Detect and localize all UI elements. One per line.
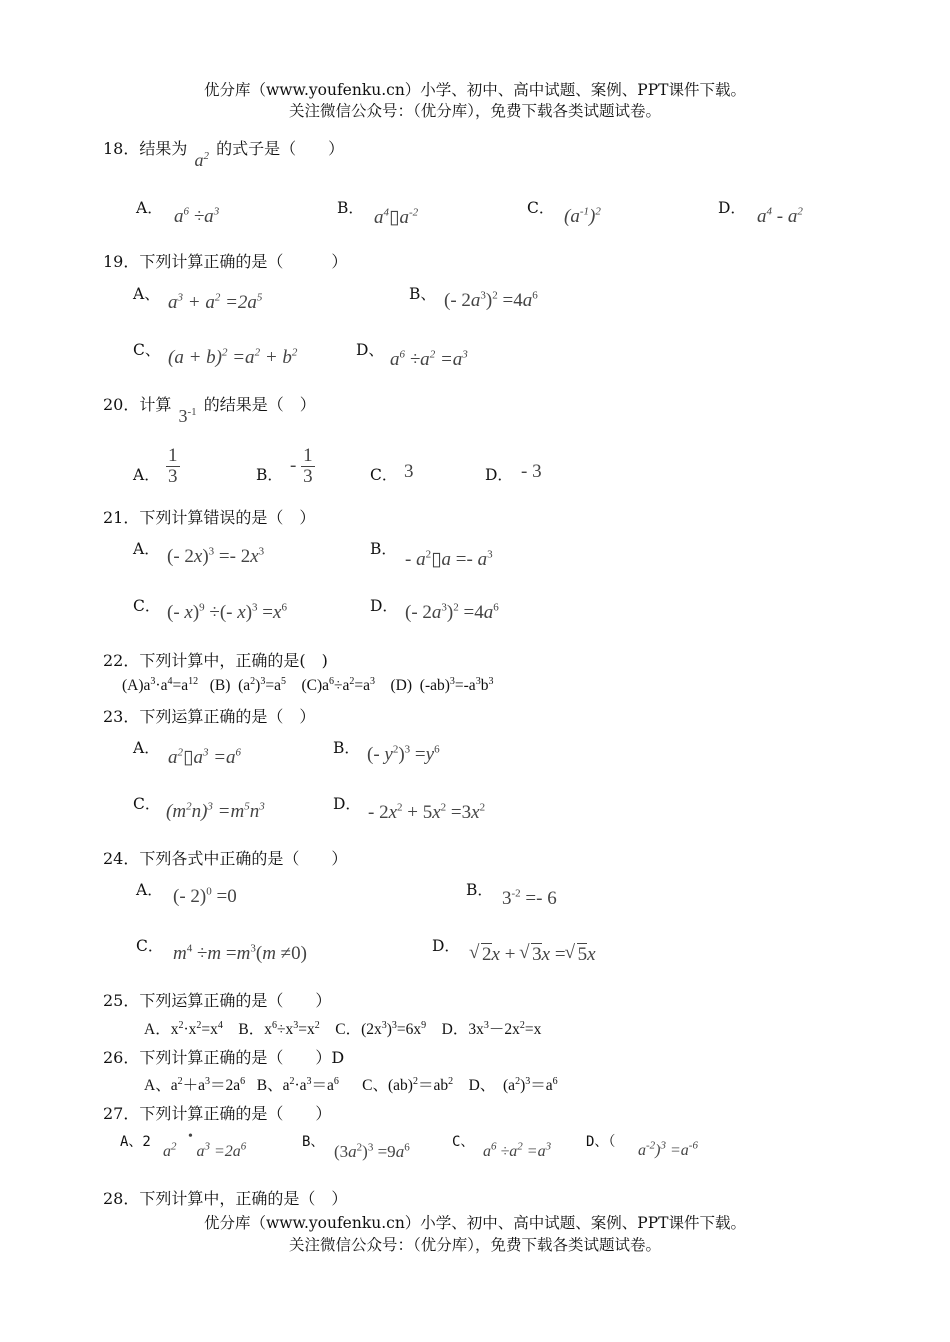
- question-18: [103, 136, 345, 170]
- q23-option-c: $(m^2n)^3 =m^5n^3$: [166, 800, 265, 822]
- q20-option-b: - $\frac{1}{3}$: [290, 445, 313, 487]
- q23-label-c: C．: [133, 795, 161, 813]
- q19-label-d: D、: [356, 341, 384, 359]
- q19-label-c: C、: [133, 341, 161, 359]
- q24-option-d: √ 2x + √ 3x =√ 5x: [470, 943, 596, 966]
- q20-option-d: - 3: [521, 461, 542, 482]
- q18-label-c: C．: [527, 199, 555, 217]
- q20-label-b: B．: [256, 466, 283, 484]
- q24-label-d: D．: [432, 937, 460, 955]
- q23-option-b: (- $y^2)^3 =y^6$: [367, 743, 440, 765]
- q19-option-d: $a^6 \div a^2 =a^3$: [390, 348, 468, 370]
- footer-line-2: 关注微信公众号：（优分库），免费下载各类试题试卷。: [288, 1236, 661, 1254]
- q20-label-a: A．: [133, 466, 160, 484]
- q19-option-b: (- $2a^3)^2 =4a^6$: [444, 289, 538, 311]
- q18-label-b: B．: [337, 199, 364, 217]
- q24-option-a: (- 2)$^0$ =0: [173, 885, 237, 907]
- q27-label-a: A、2: [120, 1134, 151, 1150]
- q21-label-d: D．: [370, 597, 398, 615]
- q21-option-a: (- $2x)^3 =- 2x^3$: [167, 545, 265, 567]
- header-line-1: 优分库（www.youfenku.cn）小学、初中、高中试题、案例、PPT课件下载。: [203, 81, 747, 99]
- question-20-stem: 20．计算: [103, 395, 172, 414]
- q19-option-a: $a^3 + a^2 =2a^5$: [168, 291, 263, 313]
- q23-label-d: D．: [333, 795, 361, 813]
- q24-option-b: $3^{-2} =- 6$: [502, 887, 557, 909]
- question-28-stem: 28．下列计算中，正确的是（ ）: [103, 1189, 348, 1208]
- q20-label-d: D．: [485, 466, 513, 484]
- question-27-stem: 27．下列计算正确的是（ ）: [103, 1104, 332, 1123]
- q24-option-c: $m^4 \div m =m^3(m \ne 0)$: [173, 942, 307, 964]
- question-25-stem: 25．下列运算正确的是（ ）: [103, 991, 332, 1010]
- question-24-stem: 24．下列各式中正确的是（ ）: [103, 849, 348, 868]
- q24-label-a: A．: [136, 881, 163, 899]
- q23-option-d: - $2x^2 + 5x^2 =3x^2$: [368, 801, 486, 823]
- q18-label-a: A．: [136, 199, 163, 217]
- q27-option-a: $a^2$ $a^3 =2a^6$: [163, 1140, 247, 1160]
- q27-option-c: $a^6 \div a^2 =a^3$: [483, 1140, 552, 1160]
- q25-options: A．$x^2\cdot x^2=x^4$ B．$x^6\div x^3=x^2$ C．$(2x^3)^3=6x^9$ D．$3x^3-2x^2=x$: [144, 1019, 542, 1038]
- question-18-stem: 18．结果为: [103, 139, 188, 158]
- header-line-2: 关注微信公众号：（优分库），免费下载各类试题试卷。: [288, 102, 661, 120]
- question-18-stem-end: 的式子是（ ）: [216, 139, 345, 158]
- q26-options: A、$a^2+a^3=2a^6$ B、$a^2\cdot a^3=a^6$ C、$(ab)^2=ab^2$ D、 $(a^2)^3=a^6$: [144, 1075, 558, 1094]
- q21-label-b: B．: [370, 540, 397, 558]
- question-22-stem: 22．下列计算中，正确的是( ): [103, 651, 328, 670]
- q27-option-d: $a^{-2})^3 =a^{-6}$: [638, 1139, 698, 1159]
- question-19-stem: 19．下列计算正确的是（ ）: [103, 252, 348, 271]
- q27-option-b: $(3a^2)^3 =9a^6$: [334, 1141, 410, 1161]
- question-21-stem: 21．下列计算错误的是（ ）: [103, 508, 316, 527]
- q18-label-d: D．: [718, 199, 746, 217]
- q27-label-c: C、: [452, 1134, 475, 1150]
- q21-option-b: - $a^2▯a =- a^3$: [405, 548, 493, 570]
- question-26-stem: 26．下列计算正确的是（ ）D: [103, 1048, 345, 1067]
- q27-label-b: B、: [302, 1134, 325, 1150]
- q24-label-b: B．: [466, 881, 493, 899]
- q21-option-d: (- $2a^3)^2 =4a^6$: [405, 601, 499, 623]
- q27-dot: •: [188, 1129, 193, 1144]
- q18-option-c: $(a^{-1})^2$: [564, 205, 601, 227]
- q18-expr: $a^2$: [194, 150, 209, 170]
- q24-label-c: C．: [136, 937, 164, 955]
- q21-label-a: A．: [133, 540, 160, 558]
- q19-label-a: A、: [133, 285, 160, 303]
- q19-label-b: B、: [409, 285, 436, 303]
- q18-option-d: $a^4 - a^2$: [757, 205, 803, 227]
- q19-option-c: $(a + b)^2 =a^2 + b^2$: [168, 346, 298, 368]
- q22-options: $(A)a^3\cdot a^4=a^{12}$ (B) $(a^2)^3=a^5$ $(C)a^6\div a^2=a^3$ (D) $(-ab)^3=-a^3b^3$: [122, 675, 494, 694]
- q23-label-b: B．: [333, 739, 360, 757]
- q21-label-c: C．: [133, 597, 161, 615]
- q23-option-a: $a^2▯a^3 =a^6$: [168, 746, 242, 768]
- q23-label-a: A．: [133, 739, 160, 757]
- q20-option-c: 3: [404, 461, 414, 482]
- q20-label-c: C．: [370, 466, 398, 484]
- q20-expr: $3^{-1}$: [178, 406, 197, 426]
- q18-option-a: $a^6 \div a^3$: [174, 205, 220, 227]
- q20-option-a: $\frac{1}{3}$: [168, 445, 178, 487]
- question-20-stem-end: 的结果是（ ）: [203, 395, 316, 414]
- q18-option-b: $a^4▯a^{-2}$: [374, 206, 419, 228]
- footer-line-1: 优分库（www.youfenku.cn）小学、初中、高中试题、案例、PPT课件下载。: [203, 1214, 747, 1232]
- question-23-stem: 23．下列运算正确的是（ ）: [103, 707, 316, 726]
- q21-option-c: (- x)$^9$ ÷(- $x)^3 =x^6$: [167, 601, 287, 623]
- q27-label-d: D、（: [586, 1134, 616, 1150]
- question-20: [103, 392, 316, 426]
